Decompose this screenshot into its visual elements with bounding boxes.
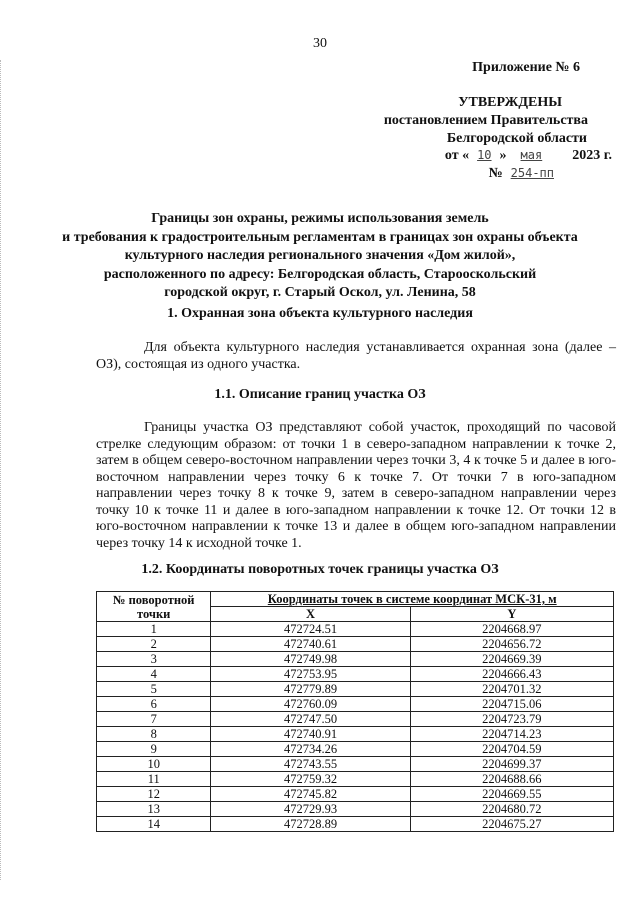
section-1-2-heading: 1.2. Координаты поворотных точек границы участка ОЗ	[141, 562, 499, 577]
y-coordinate-cell: 2204680.72	[410, 802, 613, 817]
approval-number	[300, 166, 554, 182]
page-number: 30	[313, 36, 327, 51]
x-coordinate-cell: 472729.93	[211, 802, 410, 817]
approval-line-1: постановлением Правительства	[383, 113, 588, 128]
date-prefix: от «	[444, 148, 470, 163]
table-row	[97, 667, 614, 682]
point-number-cell: 4	[97, 667, 211, 682]
point-number-cell: 5	[97, 682, 211, 697]
x-coordinate-cell: 472759.32	[211, 772, 410, 787]
point-number-cell: 14	[97, 817, 211, 832]
y-coordinate-cell: 2204666.43	[410, 667, 613, 682]
point-number-cell: 11	[97, 772, 211, 787]
y-coordinate-cell: 2204704.59	[410, 742, 613, 757]
table-row	[97, 637, 614, 652]
x-coordinate-cell: 472779.89	[211, 682, 410, 697]
table-row	[97, 802, 614, 817]
title-line: и требования к градостроительным регламентам в границах зон охраны объекта	[62, 229, 578, 245]
x-coordinate-cell: 472740.61	[211, 637, 410, 652]
scan-edge-marks	[0, 60, 7, 880]
date-day: 10	[477, 148, 492, 162]
section-1-text	[96, 340, 616, 373]
header-coordinates: Координаты точек в системе координат МСК-31, м	[211, 592, 614, 607]
point-number-cell: 6	[97, 697, 211, 712]
y-coordinate-cell: 2204669.55	[410, 787, 613, 802]
section-1-1-text	[96, 420, 616, 552]
y-coordinate-cell: 2204699.37	[410, 757, 613, 772]
point-number-cell: 10	[97, 757, 211, 772]
approval-date	[300, 148, 612, 164]
point-number-cell: 1	[97, 622, 211, 637]
y-coordinate-cell: 2204656.72	[410, 637, 613, 652]
y-coordinate-cell: 2204714.23	[410, 727, 613, 742]
y-coordinate-cell: 2204701.32	[410, 682, 613, 697]
y-coordinate-cell: 2204723.79	[410, 712, 613, 727]
section-1-heading: 1. Охранная зона объекта культурного наследия	[167, 306, 473, 321]
date-year: 2023 г.	[572, 148, 612, 163]
table-row	[97, 772, 614, 787]
title-line: расположенного по адресу: Белгородская область, Старооскольский	[103, 266, 537, 282]
section-1-paragraph: Для объекта культурного наследия устанавливается охранная зона (далее – ОЗ), состоящая из одного участка.	[96, 340, 616, 372]
header-point-number: № поворотной точки	[97, 592, 211, 622]
y-coordinate-cell: 2204715.06	[410, 697, 613, 712]
title-line: Границы зон охраны, режимы использования земель	[151, 211, 489, 226]
date-month: мая	[520, 148, 543, 162]
coordinates-body	[97, 622, 614, 832]
approval-line-2: Белгородской области	[446, 131, 587, 146]
appendix-label: Приложение № 6	[472, 60, 580, 75]
y-coordinate-cell: 2204669.39	[410, 652, 613, 667]
table-row	[97, 712, 614, 727]
x-coordinate-cell: 472749.98	[211, 652, 410, 667]
point-number-cell: 2	[97, 637, 211, 652]
approved-label: УТВЕРЖДЕНЫ	[458, 95, 562, 110]
x-coordinate-cell: 472740.91	[211, 727, 410, 742]
table-row	[97, 742, 614, 757]
x-coordinate-cell: 472745.82	[211, 787, 410, 802]
point-number-cell: 8	[97, 727, 211, 742]
section-1-1-paragraph: Границы участка ОЗ представляют собой участок, проходящий по часовой стрелке следующим образом: от точки 1 в северо-западном направлении к точке 2, затем в общем северо-восточном направлении через точки 3, 4 к точке 5 и далее в юго-восточном направлении через точку 6 к точке 7. От точки 7 в юго-западном направлении через точку 8 к точке 9, затем в северо-западном направлении через точку 10 к точке 11 и далее в юго-западном направлении к точке 12. От точки 12 в юго-восточном направлении к точке 13 и далее в общем юго-западном направлении через точку 14 к исходной точке 1.	[96, 420, 616, 551]
table-row	[97, 727, 614, 742]
x-coordinate-cell: 472734.26	[211, 742, 410, 757]
y-coordinate-cell: 2204688.66	[410, 772, 613, 787]
x-coordinate-cell: 472747.50	[211, 712, 410, 727]
x-coordinate-cell: 472753.95	[211, 667, 410, 682]
table-row	[97, 682, 614, 697]
point-number-cell: 13	[97, 802, 211, 817]
point-number-cell: 3	[97, 652, 211, 667]
point-number-cell: 12	[97, 787, 211, 802]
table-row	[97, 787, 614, 802]
point-number-cell: 9	[97, 742, 211, 757]
table-row	[97, 697, 614, 712]
table-row	[97, 622, 614, 637]
table-row	[97, 757, 614, 772]
table-row	[97, 652, 614, 667]
section-1-1-heading: 1.1. Описание границ участка ОЗ	[214, 387, 426, 402]
title-line: городской округ, г. Старый Оскол, ул. Ленина, 58	[164, 285, 476, 300]
coordinates-table	[96, 591, 614, 832]
number-value: 254-пп	[510, 166, 554, 180]
header-y: Y	[410, 607, 613, 622]
x-coordinate-cell: 472728.89	[211, 817, 410, 832]
date-mid: »	[499, 148, 507, 163]
x-coordinate-cell: 472743.55	[211, 757, 410, 772]
number-prefix: №	[488, 166, 503, 181]
document-title	[60, 210, 580, 303]
point-number-cell: 7	[97, 712, 211, 727]
x-coordinate-cell: 472760.09	[211, 697, 410, 712]
table-row	[97, 817, 614, 832]
y-coordinate-cell: 2204675.27	[410, 817, 613, 832]
y-coordinate-cell: 2204668.97	[410, 622, 613, 637]
header-x: X	[211, 607, 410, 622]
x-coordinate-cell: 472724.51	[211, 622, 410, 637]
title-line: культурного наследия регионального значения «Дом жилой»,	[124, 248, 516, 263]
